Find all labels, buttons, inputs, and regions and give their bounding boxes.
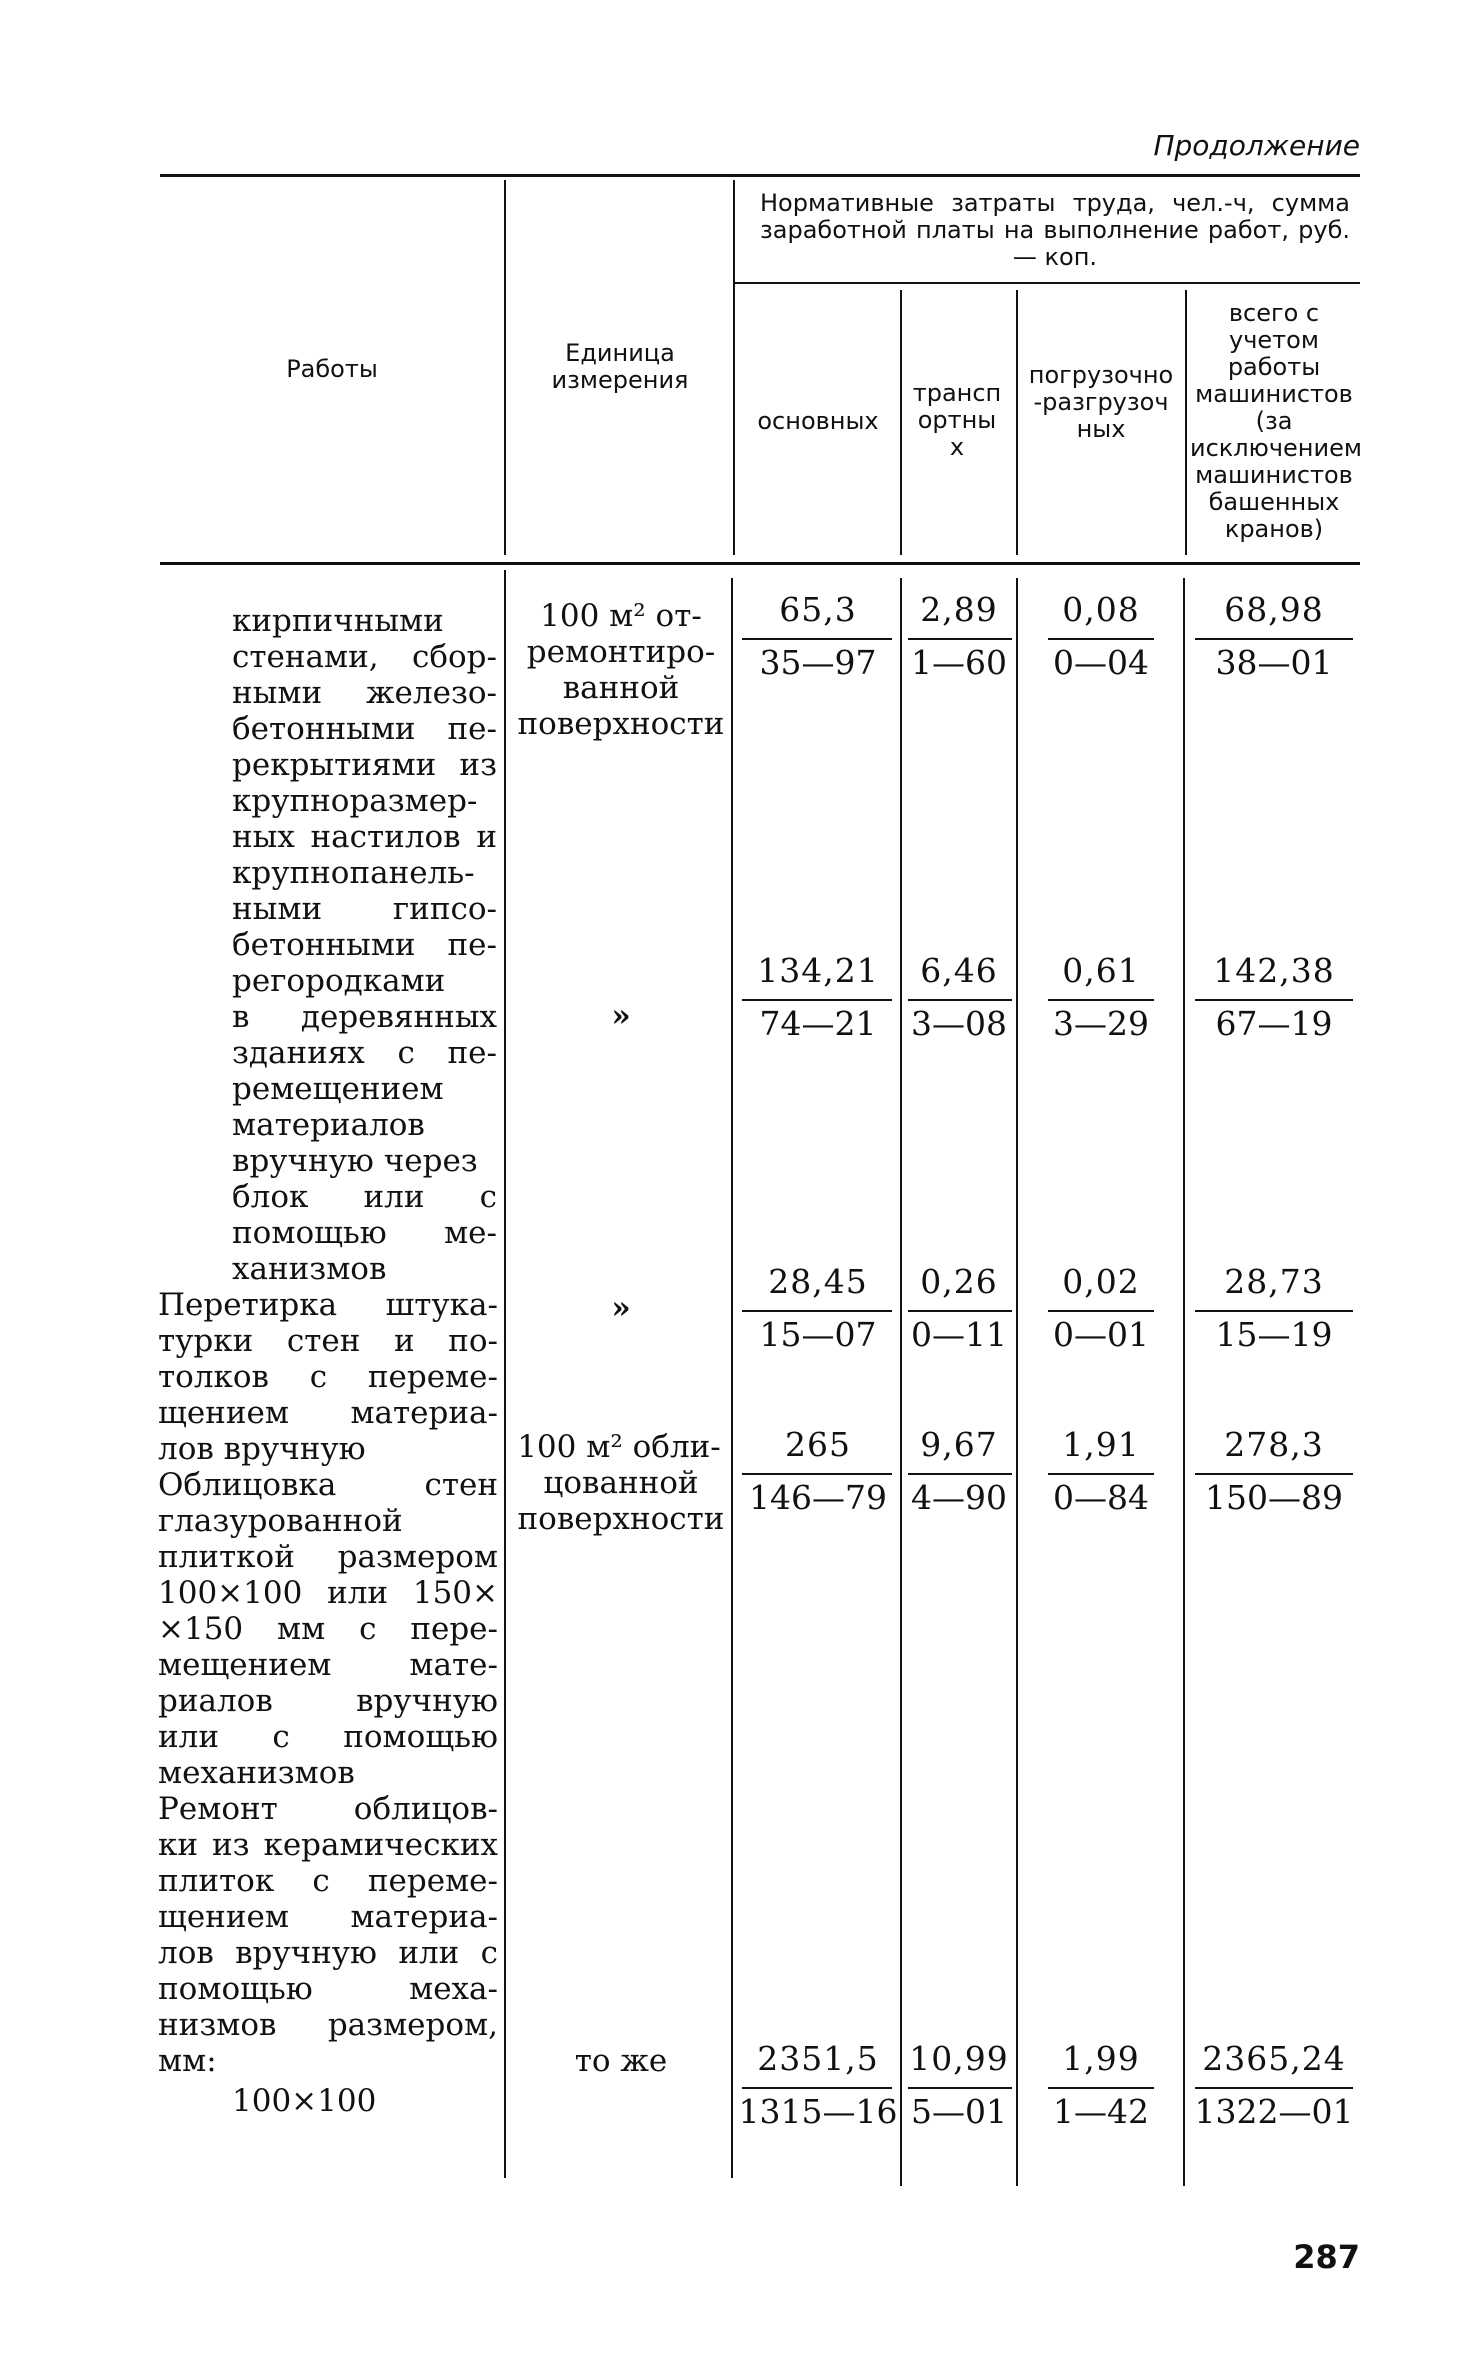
works-line: зданиях с пе- bbox=[232, 1035, 497, 1071]
value-hours: 0,08 bbox=[1062, 590, 1140, 629]
works-line: вручную через bbox=[232, 1143, 478, 1179]
value-wages: 1322—01 bbox=[1194, 2092, 1354, 2131]
works-line: глазурованной bbox=[158, 1503, 403, 1539]
works-line: регородками bbox=[232, 963, 446, 999]
value-wages: 38—01 bbox=[1215, 643, 1333, 682]
value-wages: 15—19 bbox=[1215, 1315, 1333, 1354]
fraction-rule bbox=[908, 638, 1012, 640]
value-wages: 74—21 bbox=[759, 1004, 877, 1043]
header-bottom-rule bbox=[160, 562, 1360, 565]
works-line: плиток с переме- bbox=[158, 1863, 498, 1899]
works-line: ными гипсо- bbox=[232, 891, 497, 927]
works-line: Ремонт облицов- bbox=[158, 1791, 498, 1827]
fraction-rule bbox=[908, 1473, 1012, 1475]
unit-ditto: » bbox=[611, 1290, 631, 1326]
header-col-main: основных bbox=[757, 407, 879, 435]
fraction-rule bbox=[742, 638, 892, 640]
group-header-rule bbox=[735, 282, 1360, 284]
works-line: низмов размером, bbox=[158, 2007, 498, 2043]
works-line: мещением мате- bbox=[158, 1647, 498, 1683]
value-wages: 1—60 bbox=[911, 643, 1007, 682]
unit-line: ванной bbox=[562, 670, 680, 706]
fraction-rule bbox=[1195, 1310, 1353, 1312]
works-line: плиткой размером bbox=[158, 1539, 498, 1575]
fraction-rule bbox=[1048, 1310, 1154, 1312]
fraction-rule bbox=[1048, 999, 1154, 1001]
table-top-rule bbox=[160, 174, 1360, 177]
value-hours: 2351,5 bbox=[757, 2039, 879, 2078]
works-line: ными железо- bbox=[232, 675, 497, 711]
header-col-loading: погрузочно-разгрузочных bbox=[1028, 361, 1174, 443]
value-hours: 0,61 bbox=[1062, 951, 1140, 990]
works-line: 100×100 или 150× bbox=[158, 1575, 498, 1611]
fraction-rule bbox=[908, 1310, 1012, 1312]
unit-line: 100 м² от- bbox=[540, 598, 702, 634]
works-line: помощью меха- bbox=[158, 1971, 498, 2007]
fraction-rule bbox=[1048, 638, 1154, 640]
value-hours: 65,3 bbox=[779, 590, 857, 629]
unit-ditto: » bbox=[611, 998, 631, 1034]
works-line: лов вручную или с bbox=[158, 1935, 498, 1971]
fraction-rule bbox=[742, 1310, 892, 1312]
value-hours: 265 bbox=[785, 1425, 851, 1464]
works-line: ремещением bbox=[232, 1071, 444, 1107]
value-wages: 3—29 bbox=[1053, 1004, 1149, 1043]
works-line: в деревянных bbox=[232, 999, 497, 1035]
value-hours: 2365,24 bbox=[1202, 2039, 1346, 2078]
column-divider bbox=[1183, 578, 1185, 2186]
fraction-rule bbox=[1048, 2087, 1154, 2089]
column-divider bbox=[733, 180, 735, 555]
continuation-label: Продолжение bbox=[1153, 129, 1360, 162]
fraction-rule bbox=[908, 999, 1012, 1001]
value-hours: 134,21 bbox=[757, 951, 879, 990]
works-line: стенами, сбор- bbox=[232, 639, 497, 675]
header-normative-group: Нормативные затраты труда, чел.-ч, сумма заработной платы на выполнение работ, руб. — коп. bbox=[760, 189, 1350, 271]
works-line: материалов bbox=[232, 1107, 425, 1143]
value-hours: 9,67 bbox=[920, 1425, 998, 1464]
fraction-rule bbox=[1048, 1473, 1154, 1475]
works-line: или с помощью bbox=[158, 1719, 498, 1755]
works-line: Облицовка стен bbox=[158, 1467, 498, 1503]
value-hours: 28,45 bbox=[768, 1262, 868, 1301]
value-hours: 68,98 bbox=[1224, 590, 1324, 629]
works-line: бетонными пе- bbox=[232, 711, 497, 747]
value-wages: 15—07 bbox=[759, 1315, 877, 1354]
works-line: крупнопанель- bbox=[232, 855, 475, 891]
fraction-rule bbox=[908, 2087, 1012, 2089]
value-wages: 4—90 bbox=[911, 1478, 1007, 1517]
value-wages: 146—79 bbox=[749, 1478, 887, 1517]
value-hours: 10,99 bbox=[909, 2039, 1009, 2078]
value-wages: 67—19 bbox=[1215, 1004, 1333, 1043]
fraction-rule bbox=[1195, 2087, 1353, 2089]
page-number: 287 bbox=[1293, 2238, 1360, 2276]
value-wages: 1315—16 bbox=[738, 2092, 898, 2131]
works-line: механизмов bbox=[158, 1755, 355, 1791]
unit-line: то же bbox=[574, 2043, 668, 2079]
works-line: кирпичными bbox=[232, 603, 444, 639]
value-wages: 0—04 bbox=[1053, 643, 1149, 682]
fraction-rule bbox=[1195, 1473, 1353, 1475]
works-line: лов вручную bbox=[158, 1431, 366, 1467]
header-unit: Единица измерения bbox=[551, 339, 689, 394]
value-wages: 0—01 bbox=[1053, 1315, 1149, 1354]
value-wages: 0—84 bbox=[1053, 1478, 1149, 1517]
column-divider bbox=[504, 570, 506, 2178]
works-line: Перетирка штука- bbox=[158, 1287, 498, 1323]
fraction-rule bbox=[742, 1473, 892, 1475]
value-hours: 142,38 bbox=[1213, 951, 1335, 990]
column-divider bbox=[900, 578, 902, 2186]
works-line: крупноразмер- bbox=[232, 783, 478, 819]
works-line: бетонными пе- bbox=[232, 927, 497, 963]
value-hours: 0,26 bbox=[920, 1262, 998, 1301]
fraction-rule bbox=[742, 2087, 892, 2089]
column-divider bbox=[504, 180, 506, 555]
value-hours: 28,73 bbox=[1224, 1262, 1324, 1301]
column-divider bbox=[1016, 578, 1018, 2186]
works-line: риалов вручную bbox=[158, 1683, 498, 1719]
works-line: ных настилов и bbox=[232, 819, 497, 855]
value-hours: 6,46 bbox=[920, 951, 998, 990]
value-hours: 2,89 bbox=[920, 590, 998, 629]
works-line: блок или с bbox=[232, 1179, 497, 1215]
works-line: 100×100 bbox=[232, 2083, 377, 2119]
fraction-rule bbox=[1195, 638, 1353, 640]
fraction-rule bbox=[742, 999, 892, 1001]
value-wages: 35—97 bbox=[759, 643, 877, 682]
value-wages: 0—11 bbox=[911, 1315, 1007, 1354]
unit-line: цованной bbox=[543, 1465, 699, 1501]
works-line: турки стен и по- bbox=[158, 1323, 498, 1359]
value-wages: 1—42 bbox=[1053, 2092, 1149, 2131]
value-hours: 1,99 bbox=[1062, 2039, 1140, 2078]
works-line: щением материа- bbox=[158, 1395, 498, 1431]
works-line: ×150 мм с пере- bbox=[158, 1611, 498, 1647]
unit-line: поверхности bbox=[517, 706, 725, 742]
works-line: ханизмов bbox=[232, 1251, 387, 1287]
column-divider bbox=[1016, 290, 1018, 555]
column-divider bbox=[900, 290, 902, 555]
value-hours: 1,91 bbox=[1062, 1425, 1140, 1464]
value-hours: 278,3 bbox=[1224, 1425, 1324, 1464]
value-hours: 0,02 bbox=[1062, 1262, 1140, 1301]
fraction-rule bbox=[1195, 999, 1353, 1001]
column-divider bbox=[731, 578, 733, 2178]
header-col-total: всего с учетом работы машинистов (за исключением машинистов башенных кранов) bbox=[1190, 299, 1362, 543]
column-divider bbox=[1185, 290, 1187, 555]
works-line: помощью ме- bbox=[232, 1215, 497, 1251]
unit-line: 100 м² обли- bbox=[517, 1429, 721, 1465]
works-line: ки из керамических bbox=[158, 1827, 498, 1863]
header-col-transport: транспортных bbox=[912, 379, 1002, 461]
works-line: рекрытиями из bbox=[232, 747, 497, 783]
header-works: Работы bbox=[286, 355, 378, 383]
value-wages: 3—08 bbox=[911, 1004, 1007, 1043]
value-wages: 150—89 bbox=[1205, 1478, 1343, 1517]
unit-line: ремонтиро- bbox=[526, 634, 716, 670]
works-line: мм: bbox=[158, 2043, 217, 2079]
works-line: толков с переме- bbox=[158, 1359, 498, 1395]
value-wages: 5—01 bbox=[911, 2092, 1007, 2131]
works-line: щением материа- bbox=[158, 1899, 498, 1935]
unit-line: поверхности bbox=[517, 1501, 725, 1537]
